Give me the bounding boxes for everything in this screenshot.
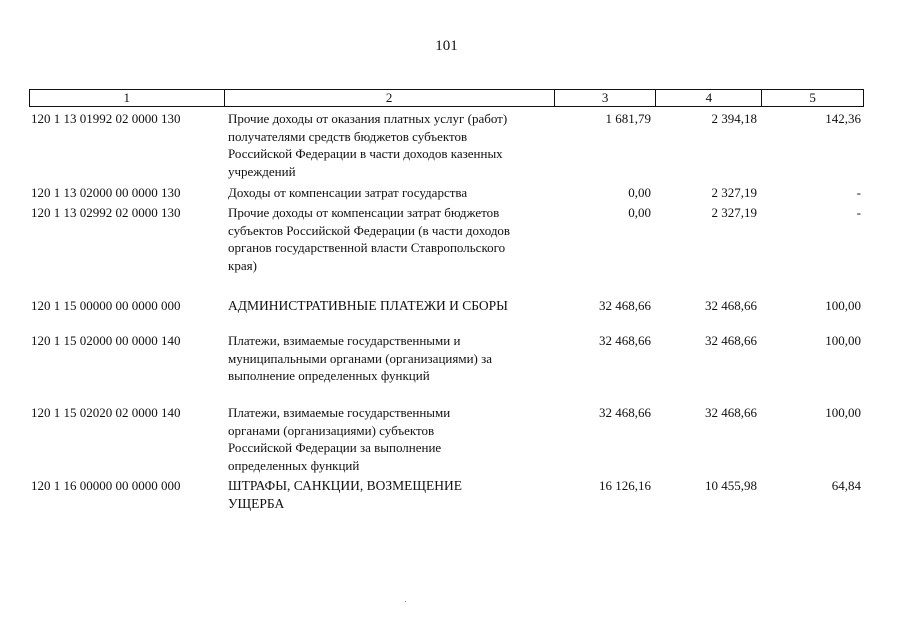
header-col-3: 3 — [555, 90, 657, 106]
row-value-col5: 142,36 — [825, 111, 861, 126]
row-name: Прочие доходы от оказания платных услуг (работ) получателями средств бюджетов субъектов Российской Федерации в части доходов казенных учреждений — [228, 111, 508, 179]
row-name: Платежи, взимаемые государственными органами (организациями) субъектов Российской Федерации за выполнение определенных функций — [228, 405, 451, 473]
row-value-col5: 100,00 — [825, 298, 861, 313]
row-value-col3: 32 468,66 — [599, 298, 651, 313]
row-code: 120 1 13 02992 02 0000 130 — [31, 205, 181, 220]
row-code: 120 1 15 02000 00 0000 140 — [31, 333, 181, 348]
row-name: Доходы от компенсации затрат государства — [228, 185, 468, 200]
row-value-col5: 100,00 — [825, 333, 861, 348]
row-value-col3: 16 126,16 — [599, 478, 651, 493]
row-value-col3: 0,00 — [628, 185, 651, 200]
header-col-1: 1 — [30, 90, 225, 106]
row-value-col4: 2 327,19 — [711, 185, 757, 200]
table-header — [29, 89, 864, 107]
row-code: 120 1 13 01992 02 0000 130 — [31, 111, 181, 126]
row-value-col4: 2 394,18 — [711, 111, 757, 126]
row-name: Прочие доходы от компенсации затрат бюджетов субъектов Российской Федерации (в части доходов органов государственной власти Ставропольского края) — [228, 205, 511, 273]
row-name: АДМИНИСТРАТИВНЫЕ ПЛАТЕЖИ И СБОРЫ — [228, 298, 508, 313]
row-value-col4: 2 327,19 — [711, 205, 757, 220]
row-code: 120 1 13 02000 00 0000 130 — [31, 185, 181, 200]
row-value-col3: 32 468,66 — [599, 405, 651, 420]
scan-artifact — [405, 601, 406, 602]
row-value-col3: 32 468,66 — [599, 333, 651, 348]
row-value-col3: 1 681,79 — [605, 111, 651, 126]
row-name: ШТРАФЫ, САНКЦИИ, ВОЗМЕЩЕНИЕ УЩЕРБА — [228, 478, 462, 511]
row-value-col4: 10 455,98 — [705, 478, 757, 493]
row-value-col5: - — [856, 205, 861, 220]
row-value-col4: 32 468,66 — [705, 405, 757, 420]
row-value-col4: 32 468,66 — [705, 333, 757, 348]
page-number: 101 — [435, 38, 458, 54]
header-col-2: 2 — [225, 90, 555, 106]
row-value-col5: 100,00 — [825, 405, 861, 420]
row-code: 120 1 15 02020 02 0000 140 — [31, 405, 181, 420]
row-name: Платежи, взимаемые государственными и муниципальными органами (организациями) за выполнение определенных функций — [228, 333, 493, 383]
header-col-4: 4 — [656, 90, 762, 106]
row-value-col3: 0,00 — [628, 205, 651, 220]
header-col-5: 5 — [809, 90, 816, 105]
row-value-col5: 64,84 — [831, 478, 861, 493]
row-value-col5: - — [856, 185, 861, 200]
row-value-col4: 32 468,66 — [705, 298, 757, 313]
row-code: 120 1 16 00000 00 0000 000 — [31, 478, 181, 493]
row-code: 120 1 15 00000 00 0000 000 — [31, 298, 181, 313]
